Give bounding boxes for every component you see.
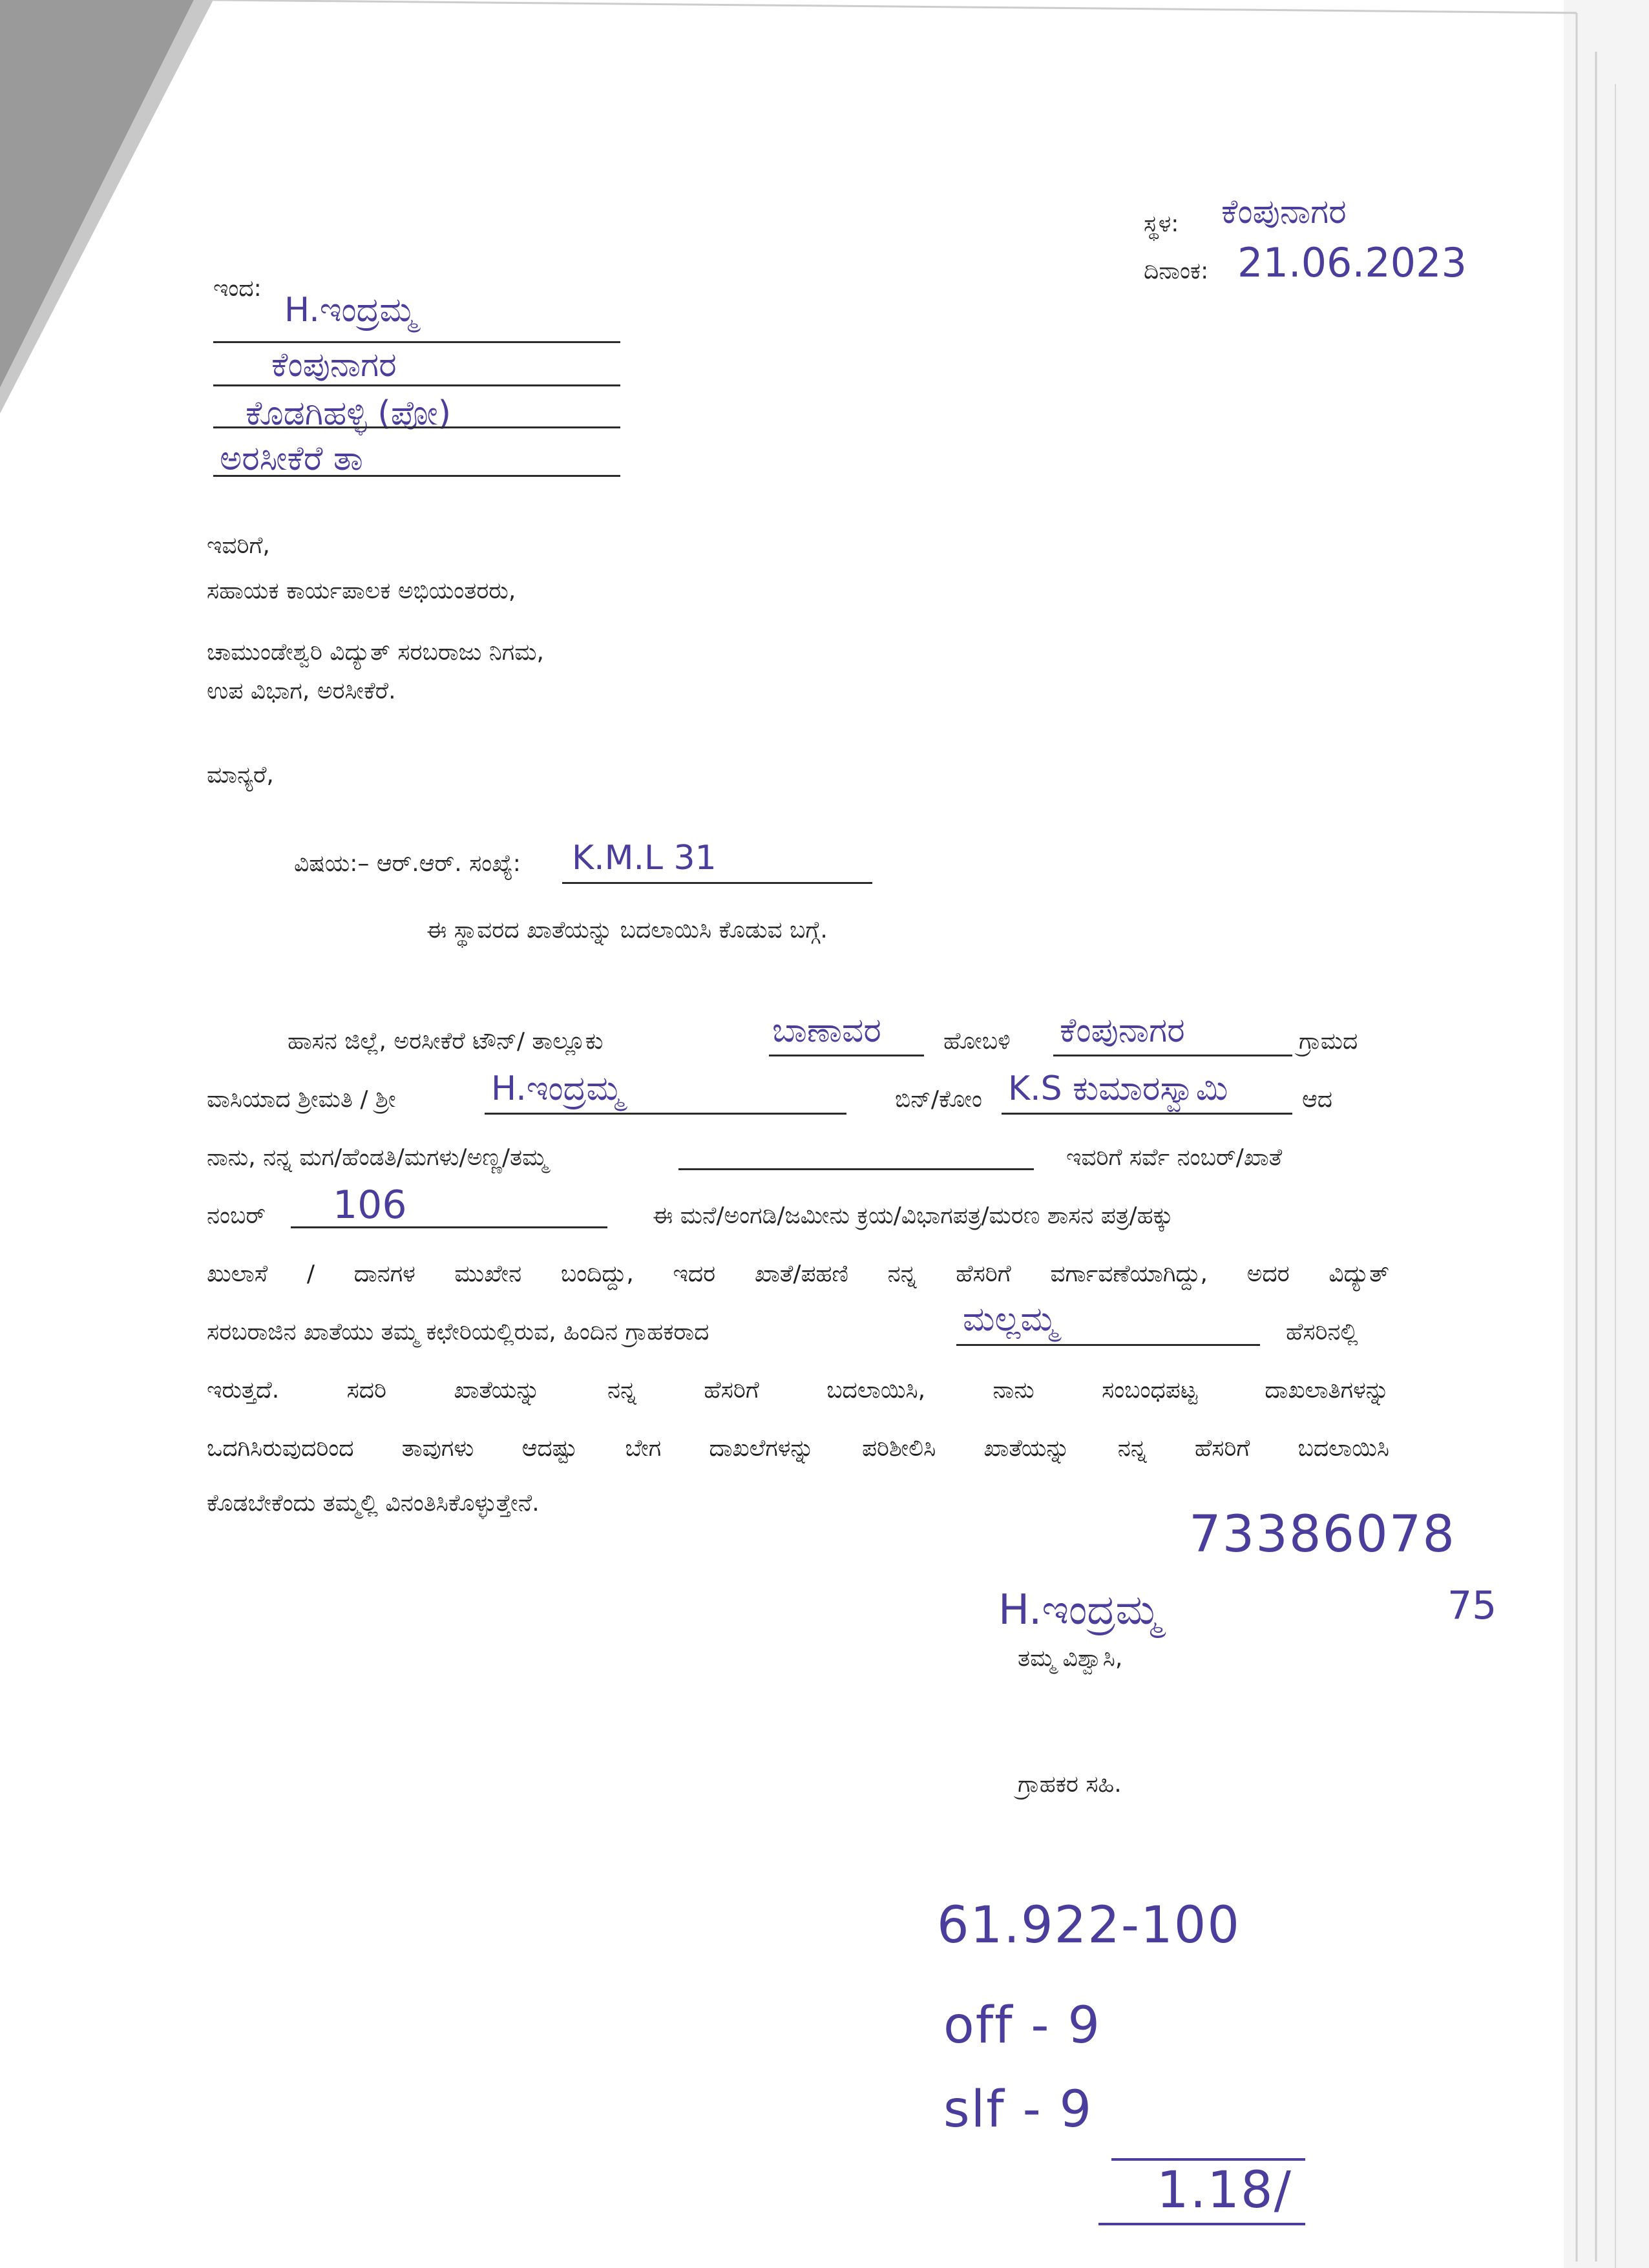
from-rule-4: [213, 475, 620, 477]
to-line-3: ಉಪ ವಿಭಾಗ, ಅರಸೀಕೆರೆ.: [207, 678, 396, 704]
note-1: 61.922-100: [937, 1896, 1241, 1955]
signature: H.ಇಂದ್ರಮ್ಮ: [998, 1586, 1161, 1634]
body-l2-a: ವಾಸಿಯಾದ ಶ್ರೀಮತಿ / ಶ್ರೀ: [207, 1086, 396, 1113]
body-l9: ಕೊಡಬೇಕೆಂದು ತಮ್ಮಲ್ಲಿ ವಿನಂತಿಸಿಕೊಳ್ಳುತ್ತೇನೆ.: [207, 1490, 540, 1517]
hobli-value: ಬಾಣಾವರ: [772, 1011, 881, 1050]
name-rule: [485, 1113, 846, 1115]
body-l6-b: ಹೆಸರಿನಲ್ಲಿ: [1286, 1319, 1358, 1345]
note-4-overline: [1111, 2158, 1305, 2161]
body-l4-a: ನಂಬರ್: [207, 1202, 266, 1229]
rr-number: K.M.L 31: [572, 839, 717, 877]
body-l3-b: ಇವರಿಗೆ ಸರ್ವೆ ನಂಬರ್/ಖಾತೆ: [1066, 1144, 1283, 1171]
from-rule-2: [213, 384, 620, 386]
salutation: ಮಾನ್ಯರೆ,: [207, 762, 274, 788]
from-line-1: H.ಇಂದ್ರಮ್ಮ: [284, 291, 416, 330]
rr-rule: [562, 882, 872, 884]
body-l1-a: ಹಾಸನ ಜಿಲ್ಲೆ, ಅರಸೀಕೆರೆ ಟೌನ್/ ತಾಲ್ಲೂಕು: [288, 1028, 604, 1055]
body-l2-c: ಆದ: [1302, 1086, 1333, 1113]
date-value: 21.06.2023: [1237, 239, 1467, 286]
place-value: ಕೆಂಪುನಾಗರ: [1221, 193, 1347, 231]
phone-number: 73386078: [1189, 1506, 1456, 1564]
father-rule: [1002, 1113, 1292, 1115]
to-line-2: ಚಾಮುಂಡೇಶ್ವರಿ ವಿದ್ಯುತ್ ಸರಬರಾಜು ನಿಗಮ,: [207, 639, 544, 666]
body-l4-b: ಈ ಮನೆ/ಅಂಗಡಿ/ಜಮೀನು ಕ್ರಯ/ವಿಭಾಗಪತ್ರ/ಮರಣ ಶಾಸನ ಪತ್ರ/ಹಕ್ಕು: [653, 1202, 1173, 1229]
body-l5: ಖುಲಾಸೆ / ದಾನಗಳ ಮುಖೇನ ಬಂದಿದ್ದು, ಇದರ ಖಾತೆ/ಪಹಣಿ ನನ್ನ ಹೆಸರಿಗೆ ವರ್ಗಾವಣೆಯಾಗಿದ್ದು, ಅದರ ವಿದ್ಯುತ್: [207, 1261, 1389, 1287]
subject-line-2: ಈ ಸ್ಥಾವರದ ಖಾತೆಯನ್ನು ಬದಲಾಯಿಸಿ ಕೊಡುವ ಬಗ್ಗೆ.: [426, 917, 828, 943]
body-l3-a: ನಾನು, ನನ್ನ ಮಗ/ಹೆಂಡತಿ/ಮಗಳು/ಅಣ್ಣ/ತಮ್ಮ: [207, 1144, 548, 1171]
body-l1-c: ಗ್ರಾಮದ: [1299, 1028, 1358, 1055]
from-label: ಇಂದ:: [213, 275, 262, 302]
from-line-4: ಅರಸೀಕೆರೆ ತಾ: [220, 439, 363, 478]
village-rule: [1053, 1055, 1292, 1056]
previous-consumer: ಮಲ್ಲಮ್ಮ: [963, 1300, 1057, 1339]
note-4: 1.18/: [1157, 2161, 1292, 2220]
subject-label: ವಿಷಯ:– ಆರ್.ಆರ್. ಸಂಖ್ಯೆ:: [294, 850, 521, 877]
from-line-3: ಕೊಡಗಿಹಳ್ಳಿ (ಪೋ): [246, 394, 452, 433]
applicant-name: H.ಇಂದ್ರಮ್ಮ: [491, 1069, 623, 1108]
consumer-sign-label: ಗ್ರಾಹಕರ ಸಹಿ.: [1018, 1771, 1122, 1798]
body-l6-a: ಸರಬರಾಜಿನ ಖಾತೆಯು ತಮ್ಮ ಕಛೇರಿಯಲ್ಲಿರುವ, ಹಿಂದಿನ ಗ್ರಾಹಕರಾದ: [207, 1319, 709, 1345]
hobli-rule: [769, 1055, 924, 1056]
date-label: ದಿನಾಂಕ:: [1144, 258, 1209, 284]
relation-rule: [678, 1168, 1034, 1170]
body-l7: ಇರುತ್ತದೆ. ಸದರಿ ಖಾತೆಯನ್ನು ನನ್ನ ಹೆಸರಿಗೆ ಬದಲಾಯಿಸಿ, ನಾನು ಸಂಬಂಧಪಟ್ಟ ದಾಖಲಾತಿಗಳನ್ನು: [207, 1377, 1389, 1403]
prev-consumer-rule: [956, 1344, 1260, 1346]
khata-rule: [291, 1226, 607, 1228]
place-label: ಸ್ಥಳ:: [1144, 211, 1179, 237]
to-label: ಇವರಿಗೆ,: [207, 532, 270, 559]
khata-number: 106: [333, 1182, 407, 1228]
from-rule-3: [213, 426, 620, 428]
to-line-1: ಸಹಾಯಕ ಕಾರ್ಯಪಾಲಕ ಅಭಿಯಂತರರು,: [207, 578, 516, 604]
body-l8: ಒದಗಿಸಿರುವುದರಿಂದ ತಾವುಗಳು ಆದಷ್ಟು ಬೇಗ ದಾಖಲೆಗಳನ್ನು ಪರಿಶೀಲಿಸಿ ಖಾತೆಯನ್ನು ನನ್ನ ಹೆಸರಿಗೆ ಬದಲಾಯಿಸಿ: [207, 1435, 1389, 1462]
body-l1-b: ಹೋಬಳಿ: [943, 1028, 1011, 1055]
from-rule-1: [213, 341, 620, 343]
village-value: ಕೆಂಪುನಾಗರ: [1060, 1011, 1185, 1050]
note-3: slf - 9: [943, 2081, 1093, 2139]
margin-mark: 75: [1447, 1583, 1497, 1628]
note-4-underline: [1098, 2223, 1305, 2225]
yours-faithfully: ತಮ್ಮ ವಿಶ್ವಾಸಿ,: [1018, 1645, 1123, 1672]
from-line-2: ಕೆಂಪುನಾಗರ: [271, 346, 397, 384]
body-l2-b: ಬಿನ್/ಕೋಂ: [895, 1086, 982, 1113]
father-name: K.S ಕುಮಾರಸ್ವಾಮಿ: [1008, 1069, 1228, 1108]
note-2: off - 9: [943, 1997, 1102, 2055]
